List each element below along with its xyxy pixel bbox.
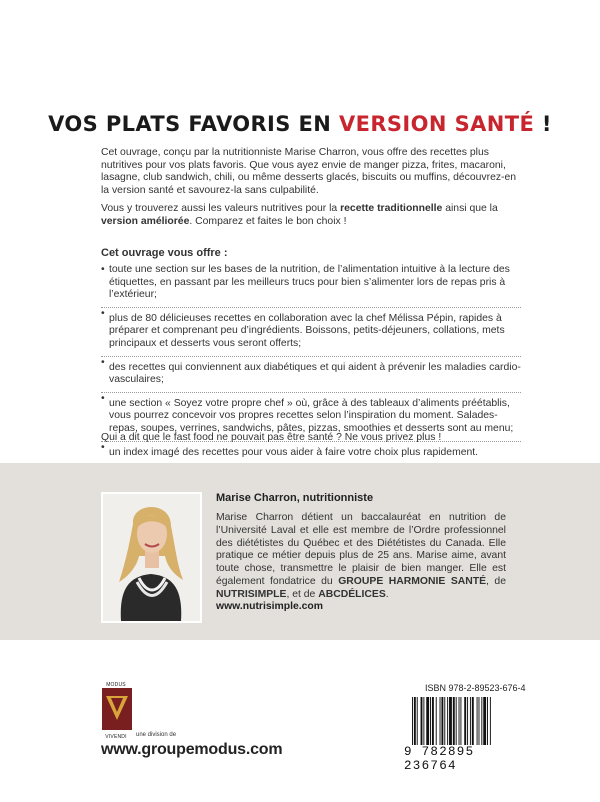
offer-list: [101, 264, 521, 459]
barcode-bar: [467, 697, 468, 745]
barcode-bar: [436, 697, 437, 745]
barcode-bar: [432, 697, 434, 745]
offer-heading: Cet ouvrage vous offre :: [101, 247, 228, 259]
headline: [0, 112, 600, 136]
brand-abcdelices: ABCDÉLICES: [318, 588, 386, 600]
author-portrait-illustration: [103, 494, 200, 621]
author-bio-sep: , et de: [286, 588, 319, 600]
barcode-bar: [447, 697, 448, 745]
compare-part-3: . Comparez et faites le bon choix !: [189, 215, 347, 227]
headline-text: VOS PLATS FAVORIS EN: [48, 112, 339, 136]
author-bio: [216, 512, 506, 602]
headline-accent: VERSION SANTÉ: [338, 112, 535, 136]
barcode-bar: [487, 697, 488, 745]
barcode-bar: [472, 697, 474, 745]
barcode-bar: [441, 697, 443, 745]
list-item: • des recettes qui conviennent aux diabétiques et qui aident à prévenir les maladies cardio-vasculaires;: [101, 356, 521, 387]
list-item: • une section « Soyez votre propre chef » où, grâce à des tableaux d’aliments préétablis, vous pourrez concevoir vos propres recettes selon l’inspiration du moment. Salades-repas, soupes, verrines, sandwichs, pâtes, pizzas, smoothies et desserts sont au menu;: [101, 392, 521, 436]
barcode-bar: [459, 697, 460, 745]
compare-part-2: ainsi que la: [442, 203, 498, 214]
barcode-bar: [440, 697, 441, 745]
compare-paragraph: [101, 203, 519, 228]
list-item: • toute une section sur les bases de la nutrition, de l’alimentation intuitive à la lecture des étiquettes, en passant par les meilleurs trucs pour bien s’alimenter lors de repas pris à l’extérieur;: [101, 264, 521, 302]
headline-end: !: [534, 112, 552, 136]
brand-nutrisimple: NUTRISIMPLE: [216, 588, 287, 600]
barcode-bar: [481, 697, 482, 745]
barcode-bar: [449, 697, 452, 745]
intro-paragraph: [101, 147, 519, 197]
barcode-bar: [483, 697, 486, 745]
publisher-logo-icon: [102, 686, 132, 732]
isbn-label: ISBN 978-2-89523-676-4: [425, 683, 526, 693]
barcode-digits: 9 782895 236764: [404, 745, 520, 773]
author-bio-text: Marise Charron détient un baccalauréat en nutrition de l’Université Laval et elle est membre de l’Ordre professionnel des diététistes du Québec et des Diététistes du Canada. Elle pratique ce métier depuis plus de 25 ans. Marise aime, avant toute chose, transmettre le plaisir de bien manger. Elle est également fondatrice du: [216, 512, 506, 587]
intro-text: Cet ouvrage, conçu par la nutritionniste Marise Charron, vous offre des recettes plus nutritives pour vos plats favoris. Que vous ayez envie de manger pizza, frites, macaroni, lasagne, club sandwich, chili, ou même desserts glacés, biscuits ou muffins, découvrez-en la version santé et savourez-la sans culpabilité.: [101, 147, 517, 196]
publisher-logo-top-text: MODUS: [106, 682, 126, 688]
author-photo: [101, 492, 202, 623]
barcode-bar: [430, 697, 431, 745]
barcode-bar: [464, 697, 466, 745]
publisher-logo-bottom-text: VIVENDI: [105, 734, 127, 740]
barcode-bar: [479, 697, 480, 745]
barcode-bar: [417, 697, 418, 745]
barcode-bar: [456, 697, 457, 745]
barcode-bar: [460, 697, 461, 745]
publisher-division-label: une division de: [136, 732, 177, 738]
author-bio-end: .: [385, 588, 389, 600]
compare-bold-traditional: recette traditionnelle: [340, 203, 443, 214]
barcode-bar: [477, 697, 478, 745]
barcode-bar: [426, 697, 429, 745]
barcode-bar: [470, 697, 471, 745]
barcode-bar: [444, 697, 445, 745]
list-item: • un index imagé des recettes pour vous aider à faire votre choix plus rapidement.: [101, 441, 521, 460]
compare-text: [101, 203, 519, 228]
brand-groupe-harmonie: GROUPE HARMONIE SANTÉ: [338, 575, 487, 587]
list-item: • plus de 80 délicieuses recettes en collaboration avec la chef Mélissa Pépin, rapides à préparer et comprenant peu d’ingrédients. Boissons, petits-déjeuners, collations, mets principaux et desserts vous seront offerts;: [101, 307, 521, 351]
barcode-bar: [421, 697, 423, 745]
closing-sentence: Qui a dit que le fast food ne pouvait pas être santé ? Ne vous privez plus !: [101, 432, 442, 443]
author-name: Marise Charron, nutritionniste: [216, 492, 374, 504]
barcode-bar: [423, 697, 424, 745]
publisher-website-link[interactable]: www.groupemodus.com: [101, 741, 283, 758]
author-website-link[interactable]: www.nutrisimple.com: [216, 601, 324, 612]
compare-bold-improved: version améliorée: [101, 215, 190, 227]
compare-part-1: Vous y trouverez aussi les valeurs nutritives pour la: [101, 203, 341, 214]
author-bio-sep: , de: [486, 575, 506, 587]
